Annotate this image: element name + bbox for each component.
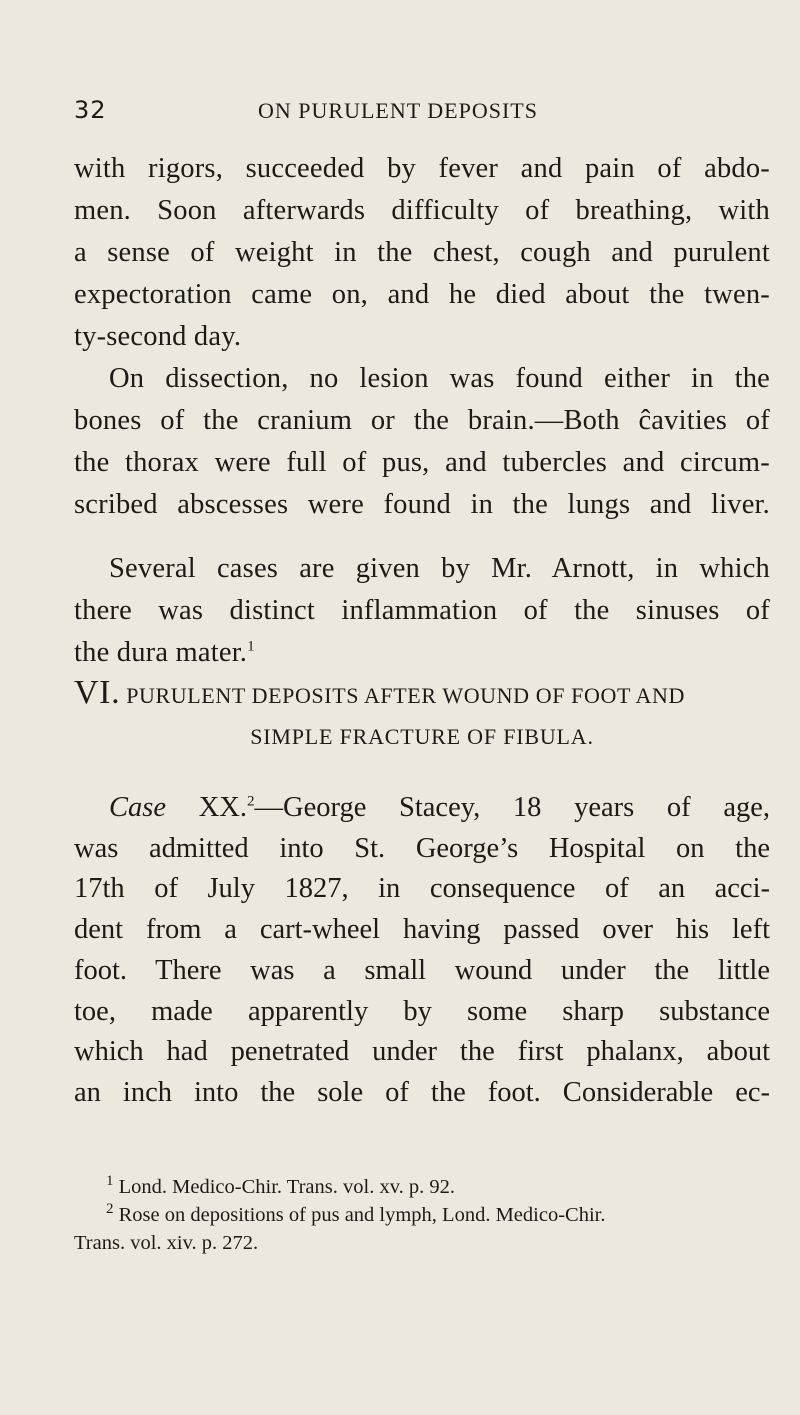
text-line: dent from a cart-wheel having passed over his left — [74, 914, 770, 946]
text-line: ty-second day. — [74, 321, 242, 352]
text-line: there was distinct inflammation of the sinuses of — [74, 595, 770, 626]
case-first-line — [74, 788, 770, 829]
text-line: 17th of July 1827, in consequence of an acci- — [74, 873, 770, 905]
text-line: a sense of weight in the chest, cough and purulent — [74, 237, 770, 268]
paragraph-3 — [74, 548, 770, 674]
text-line: foot. There was a small wound under the little — [74, 954, 770, 986]
case-report — [74, 788, 770, 1114]
text-line: On dissection, no lesion was found either in the — [109, 363, 770, 394]
section-heading-line-2: SIMPLE FRACTURE OF FIBULA. — [250, 724, 594, 749]
paragraph-2 — [74, 358, 770, 526]
body-text — [74, 148, 770, 674]
footnote-1 — [74, 1173, 770, 1201]
footnote-text: Rose on depositions of pus and lymph, Lond. Medico-Chir. — [118, 1204, 606, 1226]
footnote-text: Lond. Medico-Chir. Trans. vol. xv. p. 92. — [118, 1176, 455, 1198]
text-line: the thorax were full of pus, and tubercles and circum- — [74, 447, 770, 478]
text-line: an inch into the sole of the foot. Considerable ec- — [74, 1076, 770, 1108]
section-numeral: VI. — [74, 674, 121, 711]
text-line: expectoration came on, and he died about the twen- — [74, 279, 770, 310]
text-line-content: the dura mater. — [74, 637, 248, 668]
section-title-text: PURULENT DEPOSITS AFTER WOUND OF FOOT AND — [126, 683, 685, 708]
page-number: 32 — [74, 96, 107, 124]
footnote-2-continued — [74, 1229, 770, 1257]
text-line: bones of the cranium or the brain.—Both ĉavities of — [74, 405, 770, 436]
footnote-number: 1 — [106, 1173, 114, 1190]
running-head: ON PURULENT DEPOSITS — [258, 98, 538, 123]
text-line — [74, 632, 770, 674]
footnotes — [74, 1173, 770, 1257]
text-line: which had penetrated under the first phalanx, about — [74, 1036, 770, 1068]
footnote-mark: 1 — [247, 638, 255, 655]
footnote-text: Trans. vol. xiv. p. 272. — [74, 1232, 259, 1254]
text-line: with rigors, succeeded by fever and pain of abdo- — [74, 153, 770, 184]
case-number: XX. — [198, 792, 247, 823]
footnote-2 — [74, 1201, 770, 1229]
case-label: Case — [109, 792, 166, 823]
case-first-line-rest: —George Stacey, 18 years of age, — [254, 792, 771, 823]
paragraph-1 — [74, 148, 770, 358]
text-line: men. Soon afterwards difficulty of breathing, with — [74, 195, 770, 226]
section-heading — [74, 674, 770, 750]
text-line: was admitted into St. George’s Hospital on the — [74, 832, 770, 864]
footnote-mark: 2 — [246, 793, 255, 810]
text-line: scribed abscesses were found in the lungs and liver. — [74, 489, 770, 520]
text-line: toe, made apparently by some sharp substance — [74, 995, 770, 1027]
page-header — [74, 96, 774, 130]
section-heading-line-1 — [74, 674, 770, 712]
footnote-number: 2 — [106, 1201, 114, 1218]
text-line: Several cases are given by Mr. Arnott, in which — [109, 553, 770, 584]
